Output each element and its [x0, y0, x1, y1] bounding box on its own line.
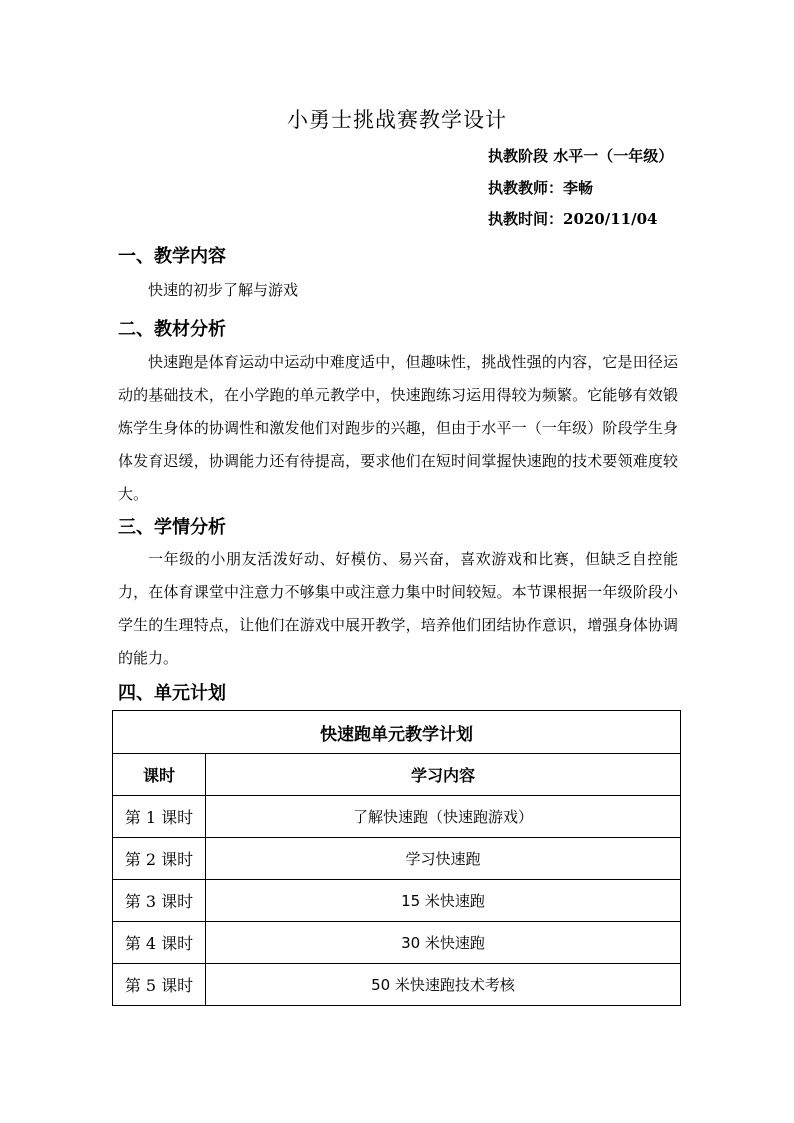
document-title: 小勇士挑战赛教学设计	[287, 108, 507, 132]
lesson-cell: 第 1 课时	[113, 796, 206, 838]
content-cell: 30 米快速跑	[206, 922, 681, 964]
column-header-content: 学习内容	[206, 754, 681, 796]
table-row	[113, 964, 681, 1006]
content-cell: 学习快速跑	[206, 838, 681, 880]
section-text-content: 快速的初步了解与游戏	[148, 281, 299, 299]
lesson-cell: 第 5 课时	[113, 964, 206, 1006]
column-header-lesson: 课时	[113, 754, 206, 796]
section-text-material: 快速跑是体育运动中运动中难度适中，但趣味性，挑战性强的内容，它是田径运动的基础技术，在小学跑的单元教学中，快速跑练习运用得较为频繁。它能够有效锻炼学生身体的协调性和激发他们对跑步的兴趣，但由于水平一（一年级）阶段学生身体发育迟缓，协调能力还有待提高，要求他们在短时间掌握快速跑的技术要领难度较大。	[118, 353, 678, 503]
lesson-cell: 第 4 课时	[113, 922, 206, 964]
lesson-cell: 第 2 课时	[113, 838, 206, 880]
section-heading-students: 三、学情分析	[118, 517, 226, 538]
section-heading-material: 二、教材分析	[118, 319, 226, 340]
table-row	[113, 796, 681, 838]
content-cell: 了解快速跑（快速跑游戏）	[206, 796, 681, 838]
unit-plan-table	[112, 710, 681, 1006]
lesson-cell: 第 3 课时	[113, 880, 206, 922]
teacher-name: 执教教师：李畅	[488, 179, 594, 197]
table-caption: 快速跑单元教学计划	[113, 711, 681, 754]
table-caption-row	[113, 711, 681, 754]
teaching-stage: 执教阶段 水平一（一年级）	[488, 147, 674, 165]
content-cell: 15 米快速跑	[206, 880, 681, 922]
section-heading-unit-plan: 四、单元计划	[118, 683, 226, 704]
content-cell: 50 米快速跑技术考核	[206, 964, 681, 1006]
section-heading-content: 一、教学内容	[118, 246, 226, 267]
section-text-students: 一年级的小朋友活泼好动、好模仿、易兴奋，喜欢游戏和比赛，但缺乏自控能力，在体育课堂中注意力不够集中或注意力集中时间较短。本节课根据一年级阶段小学生的生理特点，让他们在游戏中展开教学，培养他们团结协作意识，增强身体协调的能力。	[118, 550, 678, 667]
table-header-row	[113, 754, 681, 796]
table-row	[113, 880, 681, 922]
teaching-date: 执教时间：2020/11/04	[488, 210, 658, 228]
table-row	[113, 838, 681, 880]
table-row	[113, 922, 681, 964]
